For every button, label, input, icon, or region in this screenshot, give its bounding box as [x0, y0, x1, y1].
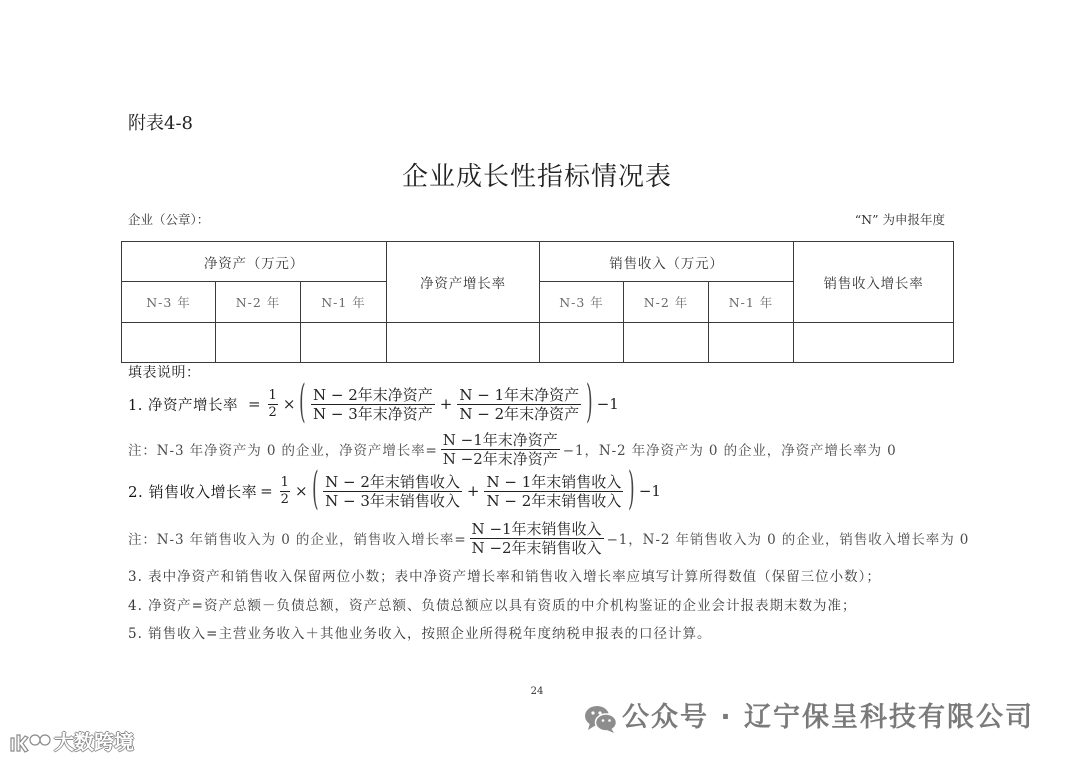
company-seal-label: 企业（公章）： — [128, 212, 210, 227]
half-denominator: 2 — [280, 491, 289, 507]
instruction-note-1 — [128, 427, 897, 471]
net-assets-n3-cell — [122, 323, 216, 363]
net-assets-growth-cell — [387, 323, 540, 363]
note-1-suffix: −1，N-2 年净资产为 0 的企业，净资产增长率为 0 — [562, 443, 897, 459]
equals-sign: = — [247, 395, 261, 413]
net-assets-n2-cell — [216, 323, 301, 363]
net-assets-header: 净资产（万元） — [122, 242, 387, 282]
fraction-1 — [323, 473, 462, 510]
brand-watermark: 大数跨境 — [54, 730, 134, 754]
net-assets-growth-header: 净资产增长率 — [387, 242, 540, 323]
instructions-heading: 填表说明： — [128, 365, 201, 381]
note-1-prefix: 注：N-3 年净资产为 0 的企业，净资产增长率= — [128, 443, 438, 459]
half-numerator: 1 — [268, 387, 277, 403]
appendix-label: 附表4-8 — [128, 113, 193, 134]
wechat-icon — [584, 704, 618, 734]
plus-sign: + — [439, 395, 453, 413]
half-fraction — [268, 388, 278, 421]
fraction-2-denominator: N − 2年末销售收入 — [486, 491, 622, 510]
table-data-row — [122, 323, 954, 363]
fraction-2 — [457, 386, 581, 423]
instruction-note-2 — [128, 516, 969, 560]
net-assets-year-n2: N-2 年 — [216, 282, 301, 323]
instruction-item-3: 3. 表中净资产和销售收入保留两位小数；表中净资产增长率和销售收入增长率应填写计算所得数值（保留三位小数）； — [128, 569, 881, 585]
instruction-item-5: 5. 销售收入=主营业务收入＋其他业务收入，按照企业所得税年度纳税申报表的口径计算。 — [128, 626, 712, 642]
minus-one: −1 — [638, 482, 661, 500]
item-1-label: 1. 净资产增长率 — [128, 397, 238, 414]
instruction-item-2 — [128, 464, 663, 516]
equals-sign: = — [260, 482, 273, 500]
brand-logo-icon — [8, 731, 52, 755]
table-header-row — [122, 242, 954, 282]
sales-year-n1: N-1 年 — [709, 282, 794, 323]
page-title: 企业成长性指标情况表 — [401, 162, 672, 192]
note-2-fraction — [470, 520, 604, 557]
left-paren: ( — [311, 464, 319, 516]
note-1-fraction-numerator: N −1年末净资产 — [442, 430, 558, 449]
sales-growth-cell — [794, 323, 954, 363]
sales-year-n3: N-3 年 — [540, 282, 624, 323]
fraction-2 — [484, 473, 623, 510]
net-assets-year-n1: N-1 年 — [301, 282, 387, 323]
times-sign: × — [294, 482, 308, 500]
fraction-2-numerator: N − 1年末净资产 — [459, 385, 580, 404]
sales-header: 销售收入（万元） — [540, 242, 794, 282]
fraction-2-denominator: N − 2年末净资产 — [459, 404, 580, 423]
instruction-item-1 — [128, 377, 621, 429]
right-paren: ) — [628, 464, 635, 516]
page-number: 24 — [530, 686, 544, 697]
half-fraction — [280, 475, 290, 508]
net-assets-year-n3: N-3 年 — [122, 282, 216, 323]
fraction-1-denominator: N − 3年末净资产 — [312, 404, 433, 423]
growth-indicator-table — [121, 241, 954, 363]
note-2-suffix: −1，N-2 年销售收入为 0 的企业，销售收入增长率为 0 — [606, 532, 970, 548]
note-2-fraction-numerator: N −1年末销售收入 — [471, 519, 602, 538]
fraction-1-numerator: N − 2年末净资产 — [312, 385, 433, 404]
times-sign: × — [282, 395, 296, 413]
fraction-1 — [311, 386, 435, 423]
note-2-fraction-denominator: N −2年末销售收入 — [471, 538, 602, 557]
right-paren: ) — [586, 377, 593, 429]
sales-growth-header: 销售收入增长率 — [794, 242, 954, 323]
plus-sign: + — [466, 482, 480, 500]
half-numerator: 1 — [280, 474, 289, 490]
wechat-account-watermark: 公众号 · 辽宁保呈科技有限公司 — [622, 702, 1035, 733]
note-1-fraction — [441, 431, 560, 468]
note-2-prefix: 注：N-3 年销售收入为 0 的企业，销售收入增长率= — [128, 532, 467, 548]
fraction-1-denominator: N − 3年末销售收入 — [325, 491, 460, 510]
note-1-fraction-denominator: N −2年末净资产 — [442, 449, 558, 468]
sales-n2-cell — [624, 323, 709, 363]
n-definition-note: “N” 为申报年度 — [854, 212, 945, 227]
instruction-item-4: 4. 净资产=资产总额－负债总额，资产总额、负债总额应以具有资质的中介机构鉴证的企业会计报表期末数为准； — [128, 598, 857, 614]
sales-year-n2: N-2 年 — [624, 282, 709, 323]
fraction-1-numerator: N − 2年末销售收入 — [325, 472, 460, 491]
fraction-2-numerator: N − 1年末销售收入 — [486, 472, 622, 491]
item-2-label: 2. 销售收入增长率 — [128, 482, 258, 501]
half-denominator: 2 — [268, 404, 277, 420]
sales-n1-cell — [709, 323, 794, 363]
sales-n3-cell — [540, 323, 624, 363]
minus-one: −1 — [596, 395, 619, 413]
net-assets-n1-cell — [301, 323, 387, 363]
left-paren: ( — [299, 377, 306, 429]
